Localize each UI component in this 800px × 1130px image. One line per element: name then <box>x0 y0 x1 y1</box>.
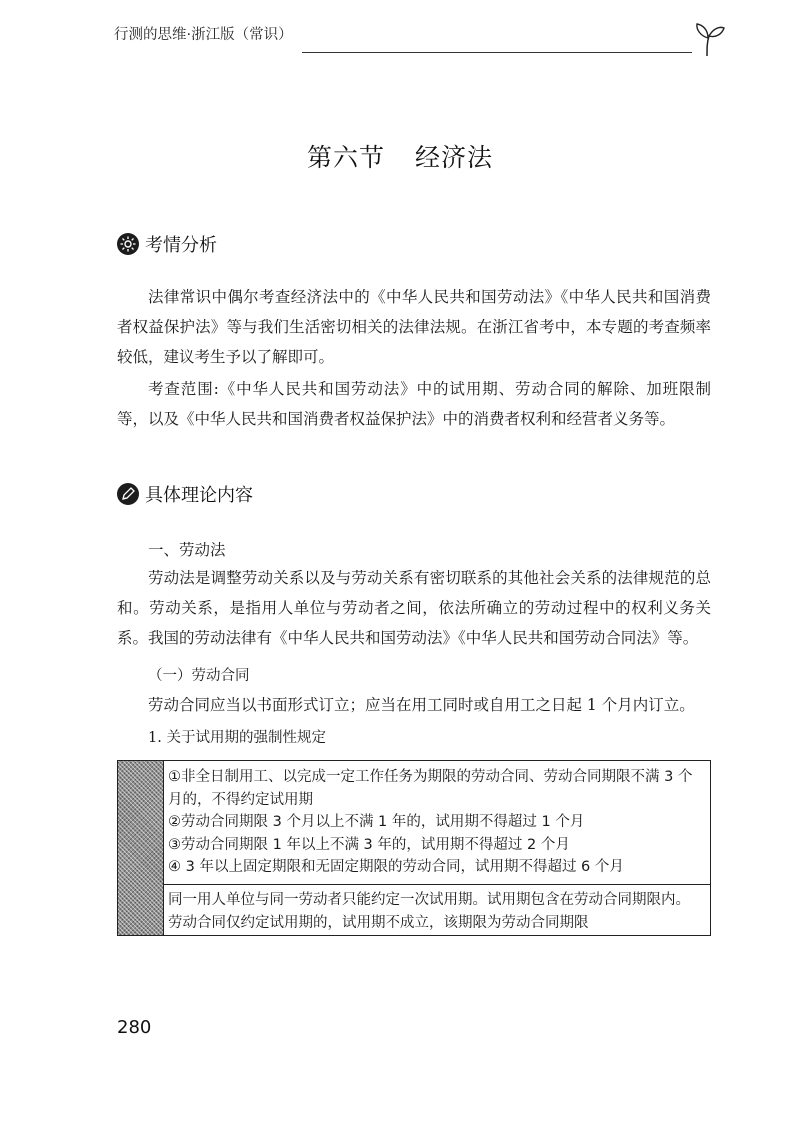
rule-item: ①非全日制用工、以完成一定工作任务为期限的劳动合同、劳动合同期限不满 3 个月的，不得约定试用期 <box>168 769 693 808</box>
subsection-title: （一）劳动合同 <box>148 668 250 684</box>
labor-law-paragraph: 劳动法是调整劳动关系以及与劳动关系有密切联系的其他社会关系的法律规范的总和。劳动关系，是指用人单位与劳动者之间，依法所确立的劳动过程中的权利义务关系。我国的劳动法律有《中华人民共和国劳动法》《中华人民共和国劳动合同法》等。 <box>117 569 711 647</box>
rule-item: ③劳动合同期限 1 年以上不满 3 年的，试用期不得超过 2 个月 <box>168 836 570 853</box>
section-number: 第六节 <box>306 143 385 172</box>
section-title <box>0 138 800 174</box>
point-title: 1. 关于试用期的强制性规定 <box>148 730 326 746</box>
rule-list <box>164 761 710 885</box>
rule-item: ④ 3 年以上固定期限和无固定期限的劳动合同，试用期不得超过 6 个月 <box>168 859 624 875</box>
analysis-heading-text: 考情分析 <box>145 235 217 256</box>
part-title: 一、劳动法 <box>148 541 226 559</box>
sprout-icon <box>687 20 727 58</box>
theory-heading <box>117 480 253 508</box>
analysis-paragraph-2: 考查范围:《中华人民共和国劳动法》中的试用期、劳动合同的解除、加班限制等，以及《中华人民共和国消费者权益保护法》中的消费者权利和经营者义务等。 <box>117 380 711 428</box>
header-rule <box>302 52 692 53</box>
theory-heading-text: 具体理论内容 <box>145 485 253 506</box>
sun-icon <box>117 233 139 255</box>
pen-icon <box>117 483 139 505</box>
rule-note: 同一用人单位与同一劳动者只能约定一次试用期。试用期包含在劳动合同期限内。 <box>168 892 690 908</box>
decorative-pattern <box>118 761 164 935</box>
running-title: 行测的思维·浙江版（常识） <box>114 27 293 43</box>
analysis-paragraph-1: 法律常识中偶尔考查经济法中的《中华人民共和国劳动法》《中华人民共和国消费者权益保护法》等与我们生活密切相关的法律法规。在浙江省考中，本专题的考查频率较低，建议考生予以了解即可。 <box>117 288 711 366</box>
rule-note: 劳动合同仅约定试用期的，试用期不成立，该期限为劳动合同期限 <box>168 914 589 931</box>
labor-contract-text: 劳动合同应当以书面形式订立；应当在用工同时或自用工之日起 1 个月内订立。 <box>148 696 695 714</box>
rule-notes <box>164 885 710 935</box>
rule-item: ②劳动合同期限 3 个月以上不满 1 年的，试用期不得超过 1 个月 <box>168 814 585 830</box>
analysis-heading <box>117 230 217 258</box>
running-header <box>112 20 722 46</box>
probation-rule-box <box>117 760 711 936</box>
page-number: 280 <box>117 1017 152 1038</box>
section-name: 经济法 <box>415 143 494 172</box>
